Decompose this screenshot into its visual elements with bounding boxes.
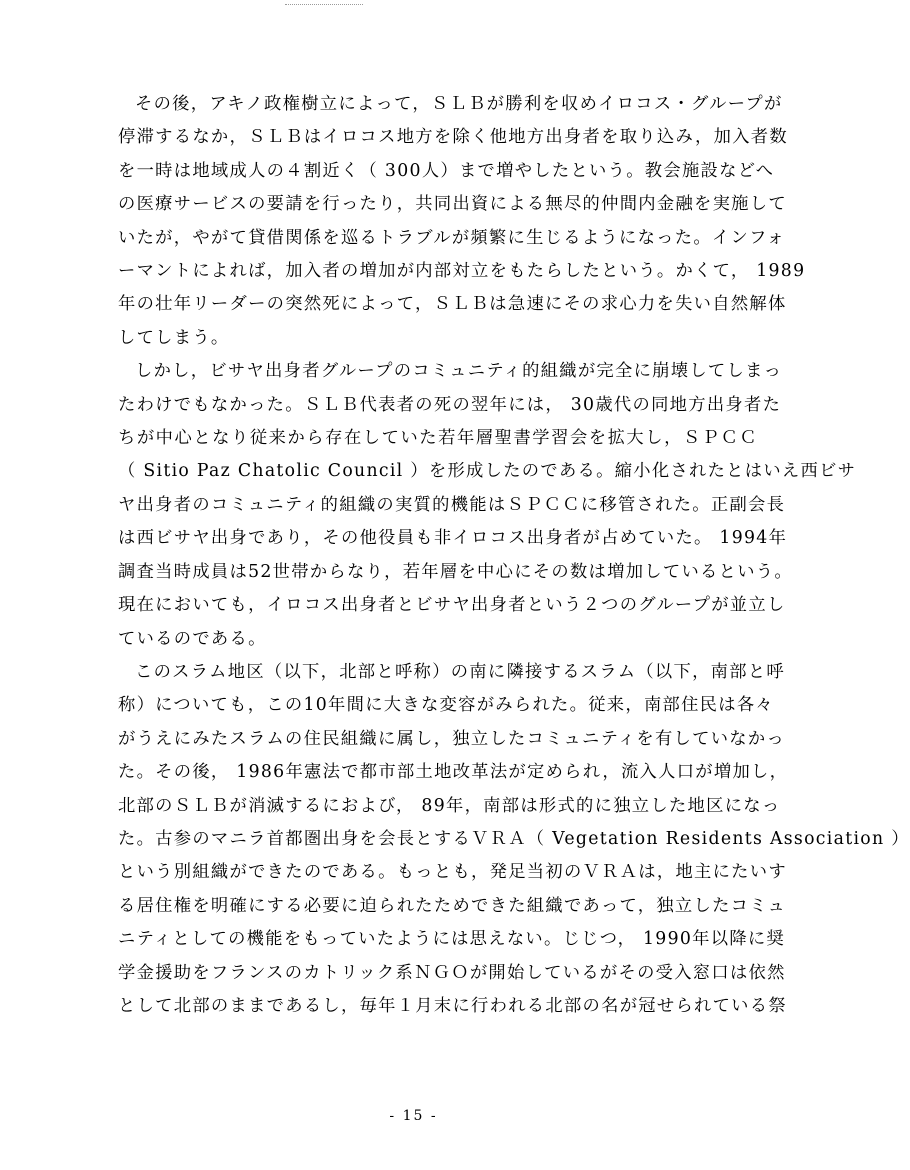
text-line: ているのである。 — [118, 628, 267, 649]
text-line: という別組織ができたのである。もっとも，発足当初のＶＲＡは，地主にたいす — [118, 862, 787, 883]
text-line: を一時は地域成人の４割近く（ 300人）まで増やしたという。教会施設などへ — [118, 160, 775, 181]
text-line: いたが，やがて貸借関係を巡るトラブルが頻繁に生じるようになった。インフォ — [118, 227, 786, 248]
paragraph-2 — [118, 355, 857, 656]
text-line: は西ビサヤ出身であり，その他役員も非イロコス出身者が占めていた。 1994年 — [118, 528, 788, 549]
text-line: してしまう。 — [118, 327, 230, 348]
text-line: 北部のＳＬＢが消滅するにおよび， 89年，南部は形式的に独立した地区になっ — [118, 795, 781, 816]
text-line: ニティとしての機能をもっていたようには思えない。じじつ， 1990年以降に奨 — [118, 929, 786, 950]
text-line: 調査当時成員は52世帯からなり，若年層を中心にその数は増加しているという。 — [118, 561, 793, 582]
text-line: として北部のままであるし，毎年１月末に行われる北部の名が冠せられている祭 — [118, 995, 787, 1016]
paragraph-3 — [118, 656, 910, 1023]
text-line: その後，アキノ政権樹立によって，ＳＬＢが勝利を収めイロコス・グループが — [135, 94, 783, 114]
page-number: - 15 - — [389, 1108, 438, 1124]
text-line: 停滞するなか，ＳＬＢはイロコス地方を除く他地方出身者を取り込み，加入者数 — [118, 127, 788, 148]
text-line: （ Sitio Paz Chatolic Council ）を形成したのである。縮小化されたとはいえ西ビサ — [118, 461, 857, 482]
text-line: の医療サービスの要請を行ったり，共同出資による無尽的仲間内金融を実施して — [118, 194, 787, 215]
text-line: ちが中心となり従来から存在していた若年層聖書学習会を拡大し，ＳＰＣＣ — [118, 428, 758, 449]
text-line: しかし，ビサヤ出身者グループのコミュニティ的組織が完全に崩壊してしまっ — [135, 361, 783, 382]
text-line: る居住権を明確にする必要に迫られたためできた組織であって，独立したコミュ — [118, 895, 787, 916]
text-line: た。その後， 1986年憲法で都市部土地改革法が定められ，流入人口が増加し， — [118, 762, 789, 783]
text-line: た。古参のマニラ首都圏出身を会長とするＶＲＡ（ Vegetation Residents Association ） — [118, 828, 910, 849]
body-text — [118, 88, 910, 1023]
text-line: 現在においても，イロコス出身者とビサヤ出身者という２つのグループが並立し — [118, 595, 786, 616]
scan-artifact-mark — [285, 4, 363, 7]
text-line: 年の壮年リーダーの突然死によって，ＳＬＢは急速にその求心力を失い自然解体 — [118, 294, 787, 315]
text-line: ヤ出身者のコミュニティ的組織の実質的機能はＳＰＣＣに移管された。正副会長 — [118, 494, 786, 515]
text-line: このスラム地区（以下，北部と呼称）の南に隣接するスラム（以下，南部と呼 — [135, 661, 785, 682]
text-line: がうえにみたスラムの住民組織に属し，独立したコミュニティを有していなかっ — [118, 728, 786, 749]
text-line: たわけでもなかった。ＳＬＢ代表者の死の翌年には， 30歳代の同地方出身者た — [118, 394, 782, 415]
text-line: 学金援助をフランスのカトリック系ＮＧＯが開始しているがその受入窓口は依然 — [118, 962, 786, 983]
paragraph-1 — [118, 88, 806, 355]
text-line: ーマントによれば，加入者の増加が内部対立をもたらしたという。かくて， 1989 — [118, 261, 806, 282]
text-line: 称）についても，この10年間に大きな変容がみられた。従来，南部住民は各々 — [118, 695, 775, 716]
